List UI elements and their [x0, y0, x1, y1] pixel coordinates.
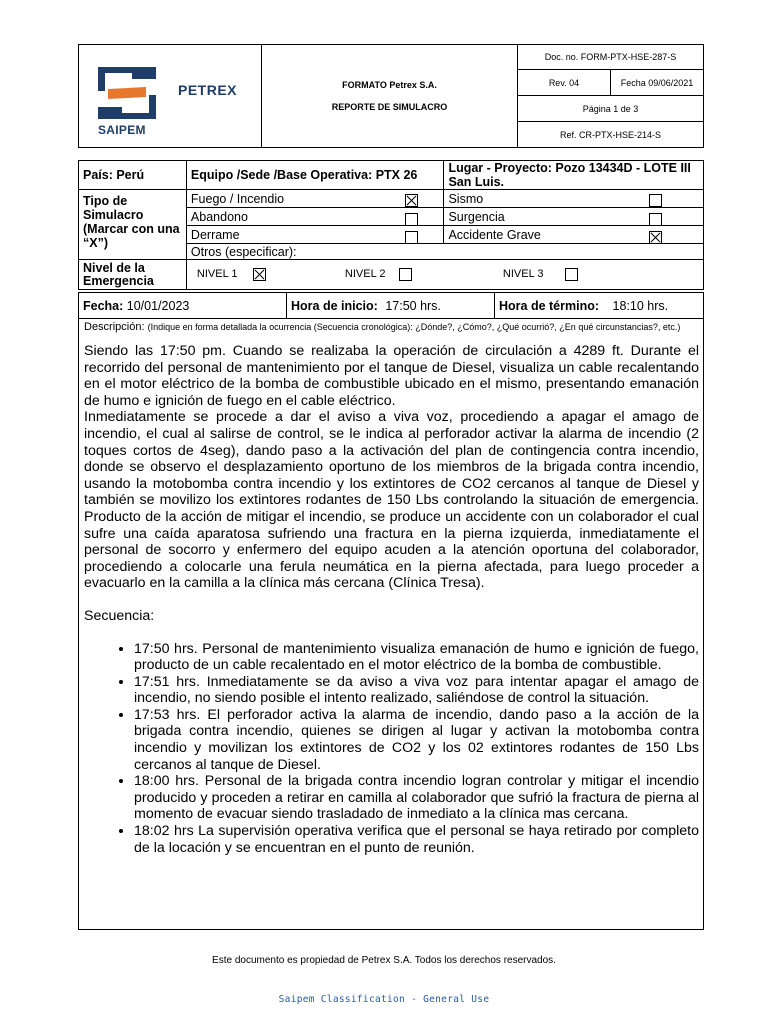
other-specify[interactable]: Otros (especificar):: [186, 244, 703, 260]
info-table: [78, 160, 704, 290]
description-box: [78, 318, 704, 930]
description-paragraph-1: Siendo las 17:50 pm. Cuando se realizaba la operación de circulación a 4289 ft. Durante el recorrido del personal de mantenimiento por el tanque de Diesel, visualiza un cable recalentando en el motor eléctrico de la bomba de combustible ubicado en el mismo, presentando emanación de humo e ignición de fuego en el cable eléctrico.: [84, 343, 699, 409]
location-project: Lugar - Proyecto: Pozo 13434D - LOTE III San Luis.: [444, 161, 704, 190]
level-1-label: NIVEL 1: [196, 268, 238, 280]
doc-date: Fecha 09/06/2021: [611, 70, 704, 96]
checkbox-checked-icon[interactable]: [405, 194, 418, 207]
checkbox-icon[interactable]: [649, 194, 662, 207]
level-2-label: NIVEL 2: [344, 268, 386, 280]
start-time-cell: Hora de inicio: 17:50 hrs.: [287, 293, 495, 319]
list-item: • 17:50 hrs. Personal de mantenimiento visualiza emanación de humo e ignición de fuego, producto de un cable recalentado en el motor eléctrico de la bomba de combustible.: [134, 641, 699, 674]
revision: Rev. 04: [518, 70, 611, 96]
list-item: • 18:02 hrs La supervisión operativa verifica que el personal se haya retirado por completo de la locación y se encuentran en el punto de reunión.: [134, 823, 699, 856]
start-time-value: 17:50 hrs.: [385, 298, 441, 313]
date-cell: Fecha: 10/01/2023: [79, 293, 287, 319]
date-value: 10/01/2023: [126, 298, 190, 313]
logo-company: SAIPEM: [98, 123, 146, 137]
checkbox-icon[interactable]: [405, 213, 418, 226]
description-hint: (Indique en forma detallada la ocurrencia (Secuencia cronológica): ¿Dónde?, ¿Cómo?, ¿Qué ocurrió?, ¿En qué circunstancias?, etc.): [147, 322, 681, 332]
sequence-list: [84, 641, 699, 857]
list-item: • 18:00 hrs. Personal de la brigada contra incendio logran controlar y mitigar el incendio producido y proceden a retirar en camilla al colaborador que sufrió la fractura de pierna al momento de evacuar siendo trasladado de inmediato a la clínica mas cercana.: [134, 773, 699, 823]
saipem-logo-icon: [96, 65, 158, 121]
checkbox-icon[interactable]: [649, 213, 662, 226]
description-paragraph-2: Inmediatamente se procede a dar el aviso a viva voz, procediendo a apagar el amago de incendio, el cual al salirse de control, se le indica al perforador activar la alarma de incendio (2 toques cortos de 4seg), dando paso a la activación del plan de contingencia contra incendio, donde se observo el desplazamiento oportuno de los miembros de la brigada contra incendio, usando la motobomba contra incendio y los extintores de CO2 cercanos al tanque de Diesel y también se movilizo los extintores rodantes de 150 Lbs controlando la situación de emergencia. Producto de la acción de mitigar el incendio, se produce un accidente con un colaborador el cual sufre una caída aparatosa sufriendo una fractura en la pierna izquierda, inmediatamente el personal de socorro y enfermero del equipo acuden a la atención oportuna del colaborador, procediendo a colocarle una ferula neumática en la pierna afectada, para luego proceder a evacuarlo en la camilla a la clínica más cercana (Clínica Tresa).: [84, 409, 699, 592]
description-label: Descripción:: [84, 321, 145, 333]
end-time-cell: Hora de término: 18:10 hrs.: [495, 293, 704, 319]
emergency-levels: [186, 260, 703, 290]
sequence-title: Secuencia:: [84, 607, 155, 624]
country: País: Perú: [79, 161, 187, 190]
team-base: Equipo /Sede /Base Operativa: PTX 26: [186, 161, 444, 190]
checkbox-checked-icon[interactable]: [253, 268, 266, 281]
logo-brand: PETREX: [178, 82, 238, 98]
option-derrame[interactable]: Derrame: [186, 226, 444, 244]
list-item: • 17:53 hrs. El perforador activa la alarma de incendio, dando paso a la acción de la brigada contra incendio, quienes se dirigen al lugar y activan la motobomba contra incendio y movilizan los extintores de CO2 y los 02 extintores rodantes de 150 Lbs cercanos al tanque de Diesel.: [134, 707, 699, 773]
footer-rights: Este documento es propiedad de Petrex S.A. Todos los derechos reservados.: [212, 955, 556, 966]
checkbox-checked-icon[interactable]: [649, 231, 662, 244]
report-title: REPORTE DE SIMULACRO: [331, 102, 448, 112]
date-time-row: [78, 292, 704, 319]
drill-type-label: Tipo de Simulacro (Marcar con una “X”): [79, 190, 187, 260]
logo-area: [79, 45, 262, 148]
form-title: FORMATO Petrex S.A.: [342, 80, 437, 90]
end-time-value: 18:10 hrs.: [612, 298, 669, 313]
option-abandono[interactable]: Abandono: [186, 208, 444, 226]
doc-number: Doc. no. FORM-PTX-HSE-287-S: [518, 45, 704, 70]
level-3-label: NIVEL 3: [502, 268, 544, 280]
description-header: [84, 321, 699, 333]
checkbox-icon[interactable]: [565, 268, 578, 281]
list-item: • 17:51 hrs. Inmediatamente se da aviso a viva voz para intentar apagar el amago de incendio, no siendo posible el intento realizado, saliéndose de control la situación.: [134, 674, 699, 707]
classification-label: Saipem Classification - General Use: [278, 994, 490, 1005]
checkbox-icon[interactable]: [405, 231, 418, 244]
option-fuego[interactable]: Fuego / Incendio: [186, 190, 444, 208]
option-sismo[interactable]: Sismo: [444, 190, 704, 208]
form-title-area: [262, 45, 518, 148]
checkbox-icon[interactable]: [399, 268, 412, 281]
emergency-level-label: Nivel de la Emergencia: [79, 260, 187, 290]
reference: Ref. CR-PTX-HSE-214-S: [518, 122, 704, 148]
option-accidente-grave[interactable]: Accidente Grave: [444, 226, 704, 244]
option-surgencia[interactable]: Surgencia: [444, 208, 704, 226]
page-number: Página 1 de 3: [518, 96, 704, 122]
document-header: [78, 44, 704, 148]
